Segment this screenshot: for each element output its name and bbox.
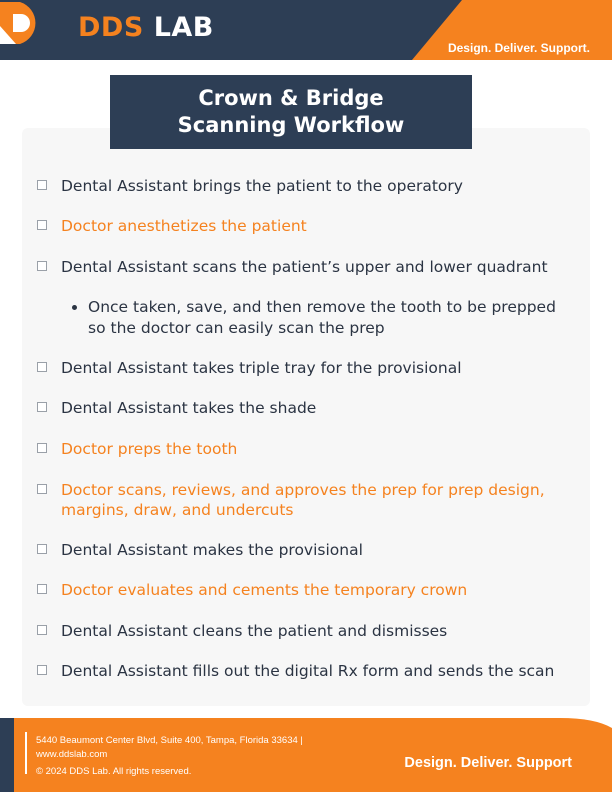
- footer: [0, 718, 612, 792]
- brand-name: [78, 12, 214, 43]
- checkbox[interactable]: [37, 584, 47, 594]
- sub-bullet-line-1: Once taken, save, and then remove the tooth to be prepped: [88, 298, 556, 316]
- checklist-item-text: Dental Assistant cleans the patient and dismisses: [61, 622, 448, 640]
- checklist-item-text: [61, 480, 582, 520]
- checklist-item-text: Dental Assistant brings the patient to the operatory: [61, 177, 463, 195]
- checklist-item-text: Doctor preps the tooth: [61, 440, 238, 458]
- checklist-item-line-1: Doctor scans, reviews, and approves the prep for prep design,: [61, 481, 545, 499]
- footer-contact: [36, 734, 303, 779]
- checkbox[interactable]: [37, 484, 47, 494]
- checkbox[interactable]: [37, 261, 47, 271]
- checkbox[interactable]: [37, 443, 47, 453]
- checklist-item-text: Dental Assistant makes the provisional: [61, 541, 363, 559]
- checkbox[interactable]: [37, 625, 47, 635]
- checkbox[interactable]: [37, 220, 47, 230]
- page-title: [110, 75, 472, 149]
- footer-tagline: Design. Deliver. Support: [404, 755, 572, 771]
- footer-copyright: © 2024 DDS Lab. All rights reserved.: [36, 766, 192, 777]
- header-tagline: Design. Deliver. Support.: [447, 41, 590, 55]
- checklist-item-text: Dental Assistant takes triple tray for the provisional: [61, 359, 462, 377]
- checkbox[interactable]: [37, 402, 47, 412]
- checklist-item-text: Doctor evaluates and cements the temporary crown: [61, 581, 468, 599]
- sub-bullet-line-2: so the doctor can easily scan the prep: [88, 319, 385, 337]
- checkbox[interactable]: [37, 180, 47, 190]
- checkbox[interactable]: [37, 665, 47, 675]
- checkbox[interactable]: [37, 544, 47, 554]
- checklist-item-text: Doctor anesthetizes the patient: [61, 217, 307, 235]
- checklist-item-text: Dental Assistant takes the shade: [61, 399, 317, 417]
- title-line-1: Crown & Bridge: [198, 86, 384, 110]
- dds-logo-icon: [0, 0, 46, 46]
- checklist-item-text: Dental Assistant scans the patient’s upper and lower quadrant: [61, 258, 548, 276]
- footer-address: 5440 Beaumont Center Blvd, Suite 400, Tampa, Florida 33634 |: [36, 735, 303, 746]
- brand-lab: LAB: [153, 12, 214, 43]
- title-line-2: Scanning Workflow: [177, 113, 405, 137]
- checkbox[interactable]: [37, 362, 47, 372]
- checklist-item-text: Dental Assistant fills out the digital Rx form and sends the scan: [61, 662, 555, 680]
- footer-website[interactable]: www.ddslab.com: [36, 749, 108, 760]
- brand-dds: DDS: [78, 12, 144, 43]
- header-banner: [0, 0, 612, 60]
- checklist-item-line-2: margins, draw, and undercuts: [61, 501, 294, 519]
